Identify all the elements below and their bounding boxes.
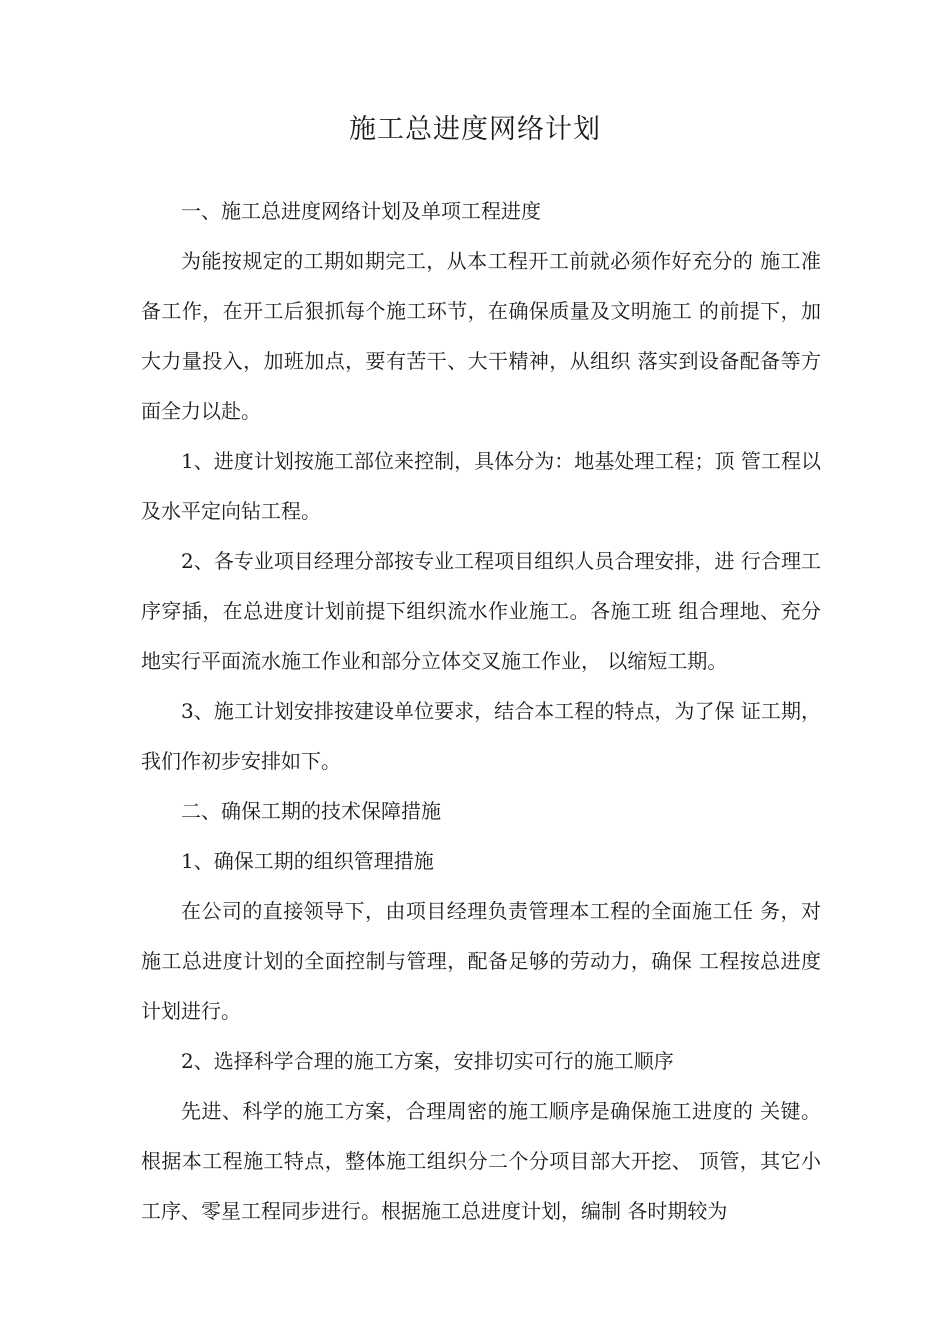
body-paragraph: 3、施工计划安排按建设单位要求，结合本工程的特点，为了保 证工期，我们作初步安排如下。 — [141, 699, 821, 773]
section-heading: 二、确保工期的技术保障措施 — [181, 799, 441, 823]
body-paragraph: 1、进度计划按施工部位来控制，具体分为：地基处理工程；顶 管工程以及水平定向钻工程。 — [141, 449, 821, 523]
body-paragraph: 先进、科学的施工方案，合理周密的施工顺序是确保施工进度的 关键。根据本工程施工特点，整体施工组织分二个分项目部大开挖、 顶管，其它小工序、零星工程同步进行。根据施工总进度计划，编制 各时期较为 — [141, 1099, 821, 1223]
body-paragraph: 在公司的直接领导下，由项目经理负责管理本工程的全面施工任 务，对施工总进度计划的全面控制与管理，配备足够的劳动力，确保 工程按总进度计划进行。 — [141, 899, 821, 1023]
subsection-heading: 2、选择科学合理的施工方案，安排切实可行的施工顺序 — [181, 1049, 674, 1073]
section-heading: 一、施工总进度网络计划及单项工程进度 — [181, 199, 541, 223]
document-title: 施工总进度网络计划 — [349, 114, 601, 145]
body-paragraph: 为能按规定的工期如期完工，从本工程开工前就必须作好充分的 施工准备工作，在开工后狠抓每个施工环节，在确保质量及文明施工 的前提下，加大力量投入，加班加点，要有苦干、大干精神，从组织 落实到设备配备等方面全力以赴。 — [141, 249, 821, 423]
document-body — [141, 186, 821, 1236]
subsection-heading: 1、确保工期的组织管理措施 — [181, 849, 434, 873]
body-paragraph: 2、各专业项目经理分部按专业工程项目组织人员合理安排，进 行合理工序穿插，在总进度计划前提下组织流水作业施工。各施工班 组合理地、充分地实行平面流水施工作业和部分立体交叉施工作业， 以缩短工期。 — [141, 549, 821, 673]
